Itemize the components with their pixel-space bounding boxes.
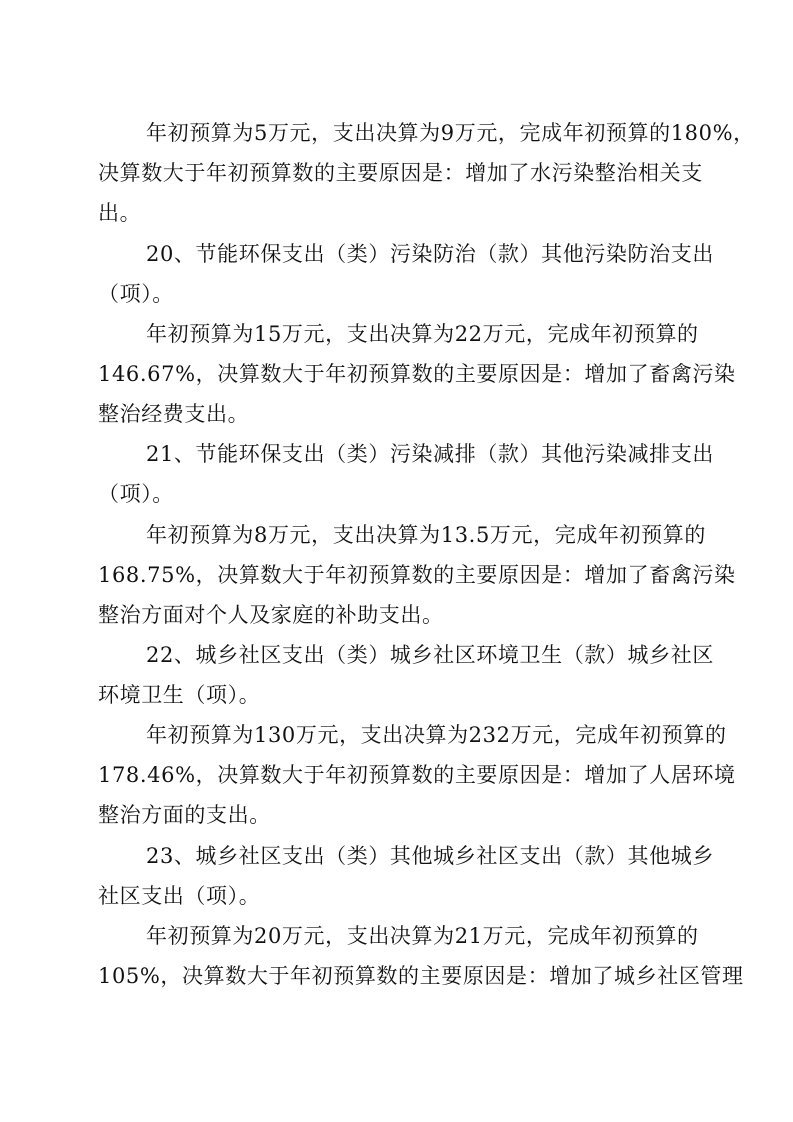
text-line: 年初预算为15万元，支出决算为22万元，完成年初预算的 <box>146 322 699 346</box>
text-line: 整治经费支出。 <box>98 402 250 426</box>
section-heading-line: （项）。 <box>98 282 174 306</box>
section-heading-line: 23、城乡社区支出（类）其他城乡社区支出（款）其他城乡 <box>146 844 714 868</box>
text-line: 105%，决算数大于年初预算数的主要原因是：增加了城乡社区管理 <box>98 964 744 988</box>
section-heading-line: 20、节能环保支出（类）污染防治（款）其他污染防治支出 <box>146 242 714 266</box>
text-line: 168.75%，决算数大于年初预算数的主要原因是：增加了畜禽污染 <box>98 563 736 587</box>
text-line: 年初预算为20万元，支出决算为21万元，完成年初预算的 <box>146 924 699 948</box>
section-heading-line: 22、城乡社区支出（类）城乡社区环境卫生（款）城乡社区 <box>146 643 714 667</box>
text-line: 整治方面对个人及家庭的补助支出。 <box>98 603 444 627</box>
section-heading-line: 环境卫生（项）。 <box>98 683 261 707</box>
text-line: 年初预算为130万元，支出决算为232万元，完成年初预算的 <box>146 723 727 747</box>
section-heading-line: 社区支出（项）。 <box>98 884 261 908</box>
section-heading-line: 21、节能环保支出（类）污染减排（款）其他污染减排支出 <box>146 442 714 466</box>
text-line: 146.67%，决算数大于年初预算数的主要原因是：增加了畜禽污染 <box>98 362 736 386</box>
text-line: 决算数大于年初预算数的主要原因是：增加了水污染整治相关支 <box>98 161 703 185</box>
text-line: 整治方面的支出。 <box>98 803 271 827</box>
text-line: 年初预算为8万元，支出决算为13.5万元，完成年初预算的 <box>146 523 706 547</box>
section-heading-line: （项）。 <box>98 482 174 506</box>
text-line: 年初预算为5万元，支出决算为9万元，完成年初预算的180%， <box>146 121 755 145</box>
text-line: 178.46%，决算数大于年初预算数的主要原因是：增加了人居环境 <box>98 763 736 787</box>
text-line: 出。 <box>98 201 142 225</box>
